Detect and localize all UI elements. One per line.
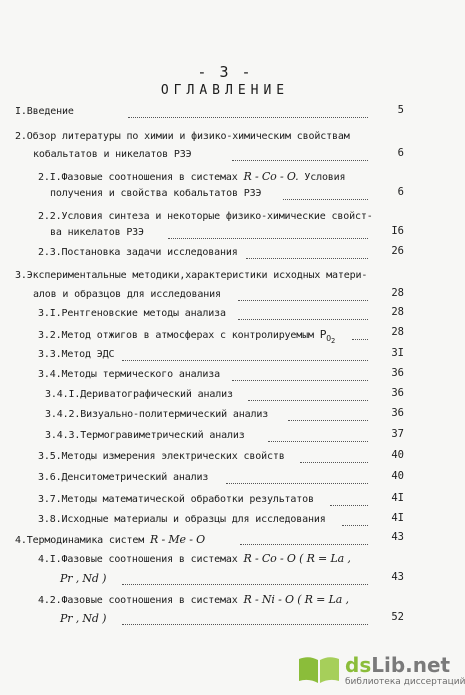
toc-entry-2-2-line2: ва никелатов РЗЭ: [50, 227, 144, 238]
toc-page: 40: [391, 470, 404, 482]
toc-entry-3-4-3: 3.4.3.Термогравиметрический анализ: [45, 430, 245, 441]
toc-entry-3-1: 3.I.Рентгеновские методы анализа: [38, 308, 226, 319]
toc-entry-4-1-line1: 4.I.Фазовые соотношения в системах R - Co - O ( R = La ,: [38, 552, 351, 565]
toc-page: 28: [391, 287, 404, 299]
leader-dots: [238, 319, 368, 321]
toc-entry-3-5: 3.5.Методы измерения электрических свойств: [38, 451, 285, 462]
toc-page: I6: [391, 225, 404, 237]
toc-entry-2-3: 2.3.Постановка задачи исследования: [38, 247, 238, 258]
leader-dots: [342, 525, 368, 527]
toc-page: 6: [397, 186, 404, 198]
toc-page: 6: [397, 147, 404, 159]
leader-dots: [238, 300, 368, 302]
toc-page: 36: [391, 387, 404, 399]
toc-page: 37: [391, 428, 404, 440]
leader-dots: [248, 400, 368, 402]
toc-page: 4I: [391, 492, 404, 504]
toc-entry-2-1-line2: получения и свойства кобальтатов РЗЭ: [50, 188, 262, 199]
toc-entry-4: 4.Термодинамика систем R - Me - O: [15, 533, 206, 546]
toc-entry-3-line2: алов и образцов для исследования: [33, 289, 221, 300]
toc-page: 40: [391, 449, 404, 461]
toc-entry-2-line1: 2.Обзор литературы по химии и физико-химическим свойствам: [15, 131, 350, 142]
leader-dots: [122, 624, 368, 626]
toc-entry-3-line1: 3.Экспериментальные методики,характеристики исходных матери-: [15, 270, 368, 281]
toc-entry-3-2: 3.2.Метод отжигов в атмосферах с контролируемым $P_{O2}$: [38, 328, 336, 345]
toc-page: 26: [391, 245, 404, 257]
toc-entry-3-4-1: 3.4.I.Дериватографический анализ: [45, 389, 233, 400]
leader-dots: [128, 117, 368, 119]
toc-page: 28: [391, 306, 404, 318]
toc-page: 36: [391, 367, 404, 379]
toc-entry-4-2-line2: Pr , Nd ): [60, 612, 107, 625]
toc-page: 28: [391, 326, 404, 338]
leader-dots: [268, 441, 368, 443]
toc-entry-label: I.Введение: [15, 106, 74, 117]
dslib-brand: dsLib.net: [345, 653, 451, 677]
toc-page: 43: [391, 531, 404, 543]
toc-entry-2-1-line1: 2.I.Фазовые соотношения в системах R - Co - O. Условия: [38, 170, 346, 183]
toc-entry-1: [15, 106, 74, 117]
toc-entry-4-2-line1: 4.2.Фазовые соотношения в системах R - Ni - O ( R = La ,: [38, 593, 349, 606]
toc-page: 3I: [391, 347, 404, 359]
toc-entry-3-8: 3.8.Исходные материалы и образцы для исследования: [38, 514, 326, 525]
leader-dots: [288, 420, 368, 422]
page-number: - 3 -: [197, 63, 253, 81]
leader-dots: [232, 380, 368, 382]
leader-dots: [168, 238, 368, 240]
toc-page: 5: [397, 104, 404, 116]
toc-entry-3-7: 3.7.Методы математической обработки результатов: [38, 494, 314, 505]
toc-page: 43: [391, 571, 404, 583]
leader-dots: [246, 258, 368, 260]
leader-dots: [300, 462, 368, 464]
toc-entry-3-4-2: 3.4.2.Визуально-политермический анализ: [45, 409, 269, 420]
toc-entry-3-3: 3.3.Метод ЭДС: [38, 349, 115, 360]
toc-entry-2-2-line1: 2.2.Условия синтеза и некоторые физико-химические свойст-: [38, 211, 373, 222]
dslib-logo-icon: [297, 653, 341, 685]
toc-entry-3-4: 3.4.Методы термического анализа: [38, 369, 220, 380]
dslib-watermark: [297, 651, 465, 691]
toc-entry-3-6: 3.6.Денситометрический анализ: [38, 472, 209, 483]
leader-dots: [122, 584, 368, 586]
toc-page: 4I: [391, 512, 404, 524]
leader-dots: [240, 544, 368, 546]
dslib-subtitle: библиотека диссертаций: [345, 677, 465, 687]
leader-dots: [330, 505, 368, 507]
toc-entry-4-1-line2: Pr , Nd ): [60, 572, 107, 585]
toc-title: ОГЛАВЛЕНИЕ: [160, 83, 290, 98]
toc-page: 36: [391, 407, 404, 419]
leader-dots: [352, 339, 368, 341]
leader-dots: [226, 483, 368, 485]
leader-dots: [283, 199, 368, 201]
toc-entry-2-line2: кобальтатов и никелатов РЗЭ: [33, 149, 192, 160]
leader-dots: [122, 360, 368, 362]
leader-dots: [232, 160, 368, 162]
toc-page: 52: [391, 611, 404, 623]
